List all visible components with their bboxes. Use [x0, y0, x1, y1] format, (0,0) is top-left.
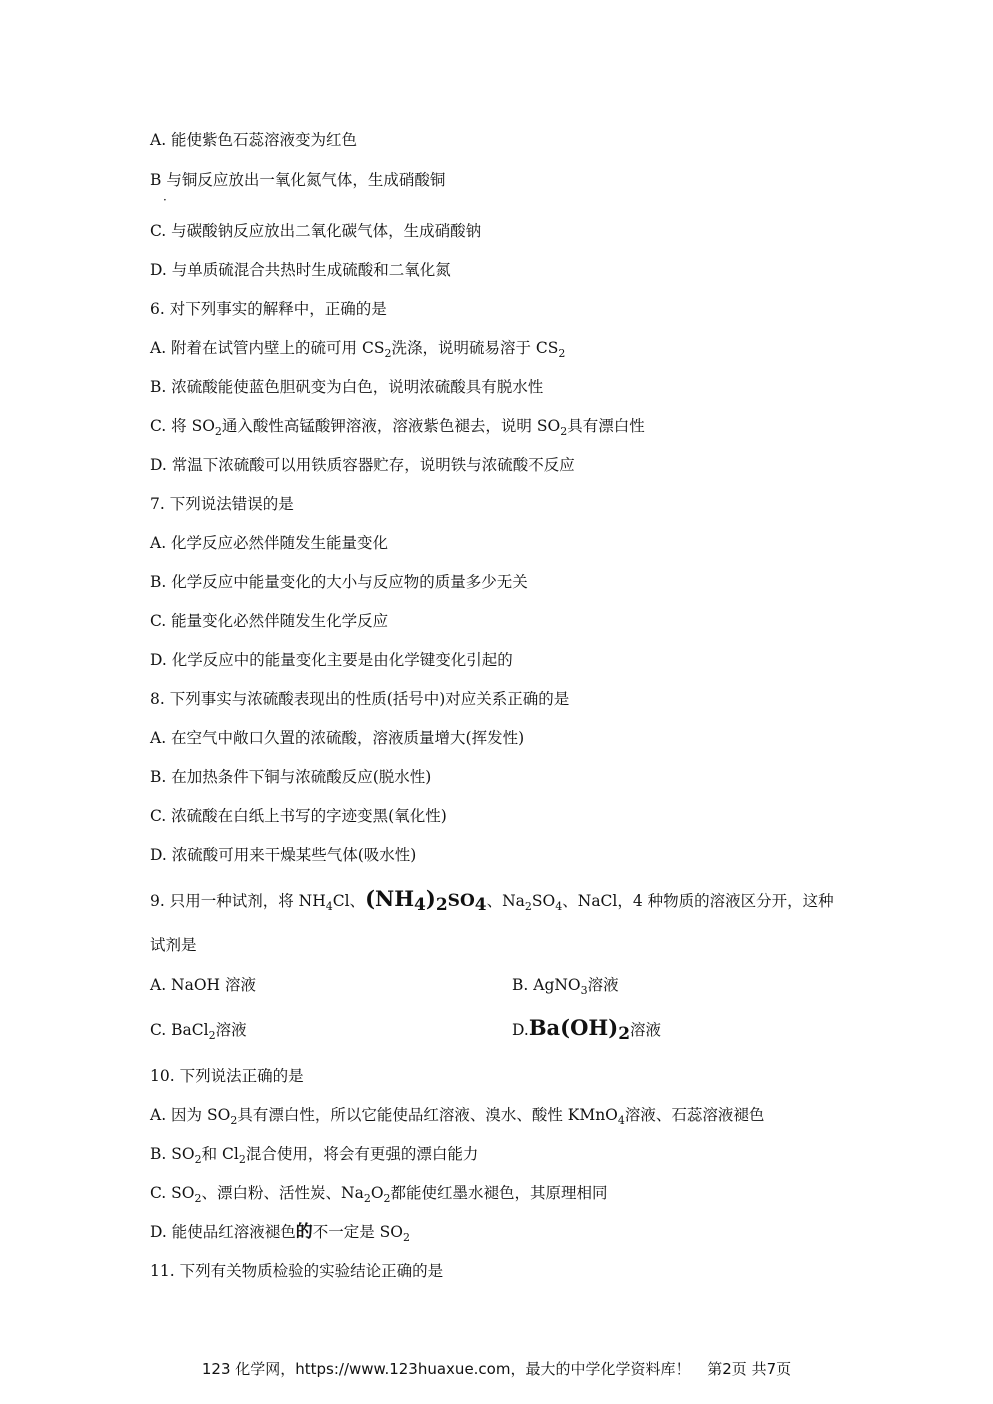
q8-option-c: C. 浓硫酸在白纸上书写的字迹变黑(氧化性)	[150, 807, 447, 825]
q6-option-a: A. 附着在试管内壁上的硫可用 $CS_2$洗涤，说明硫易溶于 $CS_2$	[150, 339, 566, 361]
q9-option-a: A. NaOH 溶液	[150, 976, 257, 994]
q9-stem-cont: 试剂是	[150, 936, 197, 954]
q9-option-b: B. AgNO$_3$溶液	[512, 976, 619, 998]
q5-option-b: B 与铜反应放出一氧化氮气体，生成硝酸铜	[150, 171, 446, 189]
q11-stem: 11. 下列有关物质检验的实验结论正确的是	[150, 1262, 444, 1280]
q7-option-d: D. 化学反应中的能量变化主要是由化学键变化引起的	[150, 651, 513, 669]
q10-option-d: D. 能使品红溶液褪色的不一定是 $SO_2$	[150, 1222, 410, 1245]
q8-option-d: D. 浓硫酸可用来干燥某些气体(吸水性)	[150, 846, 417, 864]
q6-option-c: C. 将 $SO_2$通入酸性高锰酸钾溶液，溶液紫色褪去，说明 $SO_2$具有漂白性	[150, 417, 645, 439]
q9-option-c: C. BaCl$_2$溶液	[150, 1021, 247, 1043]
q8-option-b: B. 在加热条件下铜与浓硫酸反应(脱水性)	[150, 768, 432, 786]
q7-stem: 7. 下列说法错误的是	[150, 495, 294, 513]
q5-option-a: A. 能使紫色石蕊溶液变为红色	[150, 131, 358, 149]
q8-stem: 8. 下列事实与浓硫酸表现出的性质(括号中)对应关系正确的是	[150, 690, 570, 708]
q9-option-d: $D.Ba(OH)_2$溶液	[512, 1015, 662, 1045]
q6-stem: 6. 对下列事实的解释中，正确的是	[150, 300, 387, 318]
q7-option-a: A. 化学反应必然伴随发生能量变化	[150, 534, 389, 552]
q9-stem: 9. 只用一种试剂，将 $NH_4Cl$、$(NH_4)_2SO_4$、$Na_2SO_4$、NaCl，4 种物质的溶液区分开，这种	[150, 886, 834, 916]
footer-page-number: 第2页 共7页	[707, 1360, 792, 1378]
q6-option-d: D. 常温下浓硫酸可以用铁质容器贮存，说明铁与浓硫酸不反应	[150, 456, 575, 474]
q5-option-c: C. 与碳酸钠反应放出二氧化碳气体，生成硝酸钠	[150, 222, 482, 240]
q8-option-a: A. 在空气中敞口久置的浓硫酸，溶液质量增大(挥发性)	[150, 729, 525, 747]
stray-dot: ·	[163, 193, 167, 207]
q7-option-b: B. 化学反应中能量变化的大小与反应物的质量多少无关	[150, 573, 528, 591]
q10-option-c: C. $SO_2$、漂白粉、活性炭、$Na_2O_2$都能使红墨水褪色，其原理相同	[150, 1184, 608, 1206]
q7-option-c: C. 能量变化必然伴随发生化学反应	[150, 612, 389, 630]
q5-option-d: D. 与单质硫混合共热时生成硫酸和二氧化氮	[150, 261, 451, 279]
page-footer	[0, 1358, 993, 1379]
q10-option-a: A. 因为 $SO_2$具有漂白性，所以它能使品红溶液、溴水、酸性 KMnO$_4$溶液、石蕊溶液褪色	[150, 1106, 765, 1128]
q10-stem: 10. 下列说法正确的是	[150, 1067, 304, 1085]
q10-option-b: B. $SO_2$和 $Cl_2$混合使用，将会有更强的漂白能力	[150, 1145, 479, 1167]
q6-option-b: B. 浓硫酸能使蓝色胆矾变为白色，说明浓硫酸具有脱水性	[150, 378, 544, 396]
footer-site: 123 化学网，https://www.123huaxue.com，最大的中学化学资料库！	[201, 1360, 691, 1378]
